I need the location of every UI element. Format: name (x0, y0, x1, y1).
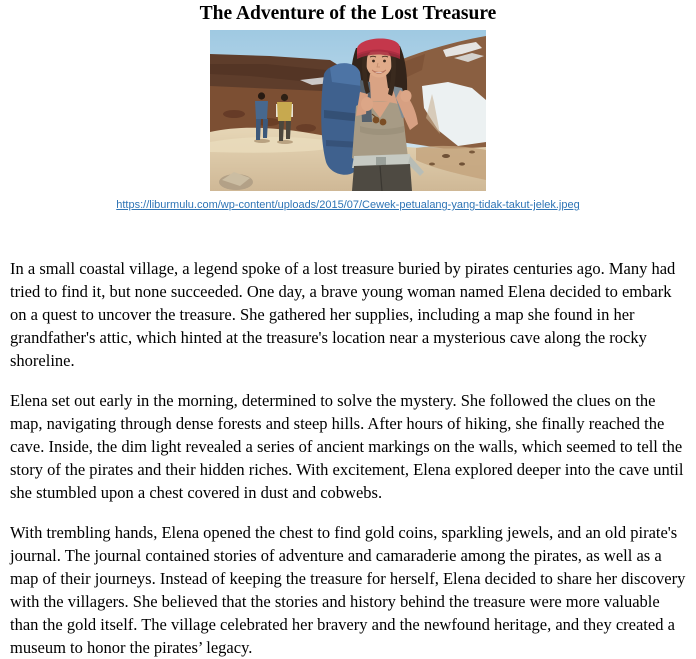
page-title: The Adventure of the Lost Treasure (199, 3, 497, 24)
story-paragraph-3: With trembling hands, Elena opened the chest to find gold coins, sparkling jewels, and an old pirate's journal. The journal contained stories of adventure and camaraderie among the pirates, as well as a map of their journeys. Instead of keeping the treasure for herself, Elena decided to share her discovery with the villagers. She believed that the stories and history behind the treasure were more valuable than the gold itself. The village celebrated her bravery and the newfound heritage, and they created a museum to honor the pirates’ legacy. (10, 523, 686, 657)
story-image-figure (10, 30, 686, 212)
story-body (10, 257, 686, 659)
story-paragraph-1: In a small coastal village, a legend spoke of a lost treasure buried by pirates centuries ago. Many had tried to find it, but none succeeded. One day, a brave young woman named Elena decided to embark on a quest to uncover the treasure. She gathered her supplies, including a map she found in her grandfather's attic, which hinted at the treasure's location near a mysterious cave along the rocky shoreline. (10, 259, 676, 370)
story-paragraph-2: Elena set out early in the morning, determined to solve the mystery. She followed the clues on the map, navigating through dense forests and steep hills. After hours of hiking, she finally reached the cave. Inside, the dim light revealed a series of ancient markings on the walls, which seemed to tell the story of the pirates and their hidden riches. With excitement, Elena explored deeper into the cave until she stumbled upon a chest covered in dust and cobwebs. (10, 391, 684, 502)
image-source-link[interactable]: https://liburmulu.com/wp-content/uploads/2015/07/Cewek-petualang-yang-tidak-takut-jelek.jpeg (116, 199, 580, 211)
hiker-photo (210, 30, 486, 191)
image-caption (10, 199, 686, 212)
